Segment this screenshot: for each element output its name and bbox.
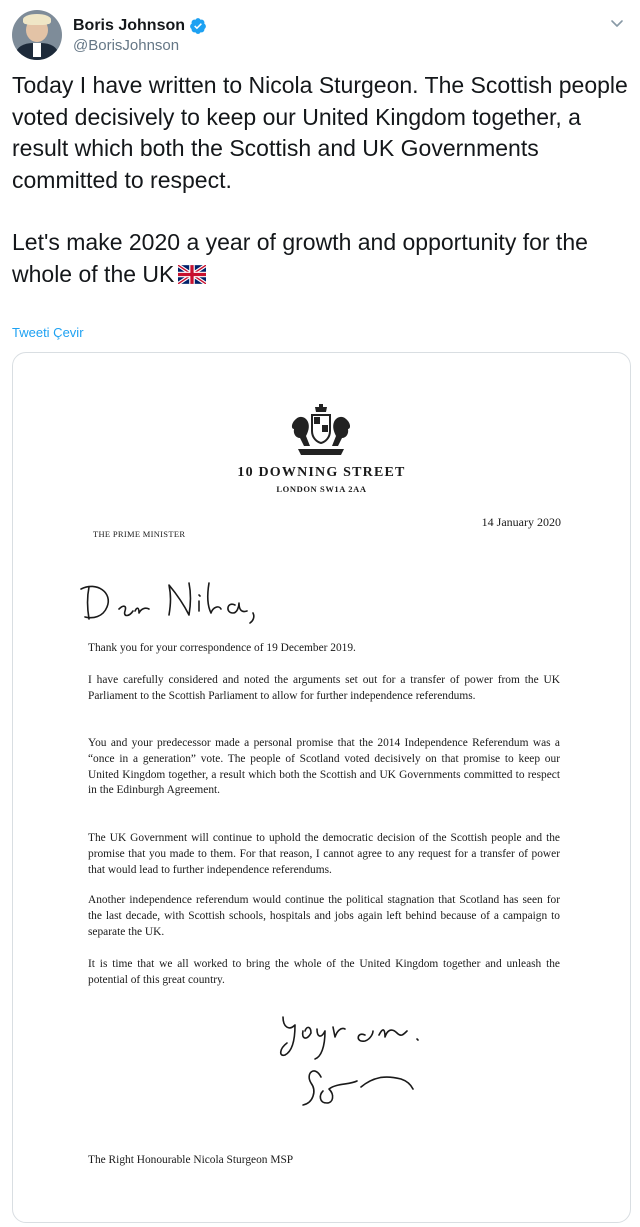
letterhead-address: 10 DOWNING STREET <box>237 465 406 480</box>
letterhead-postcode: LONDON SW1A 2AA <box>276 484 367 494</box>
letter-paragraph: I have carefully considered and noted the arguments set out for a transfer of power from the UK Parliament to the Scottish Parliament to allow for further independence referendums. <box>88 674 560 702</box>
letter-paragraph: The UK Government will continue to uphold the democratic decision of the Scottish people and the promise that you made to them. For that reason, I cannot agree to any request for a transfer of power that would lead to further independence referendums. <box>88 832 560 876</box>
letter-recipient: The Right Honourable Nicola Sturgeon MSP <box>88 1154 294 1166</box>
tweet-text <box>12 70 628 290</box>
letter-document <box>13 353 630 1222</box>
letter-paragraph: You and your predecessor made a personal promise that the 2014 Independence Referendum was a “once in a generation” vote. The people of Scotland voted decisively on that promise to keep our United Kingdom together, a result which both the Scottish and UK Governments committed to respect in the Edinburgh Agreement. <box>88 737 560 797</box>
avatar[interactable] <box>12 10 62 60</box>
chevron-down-icon[interactable] <box>608 14 626 32</box>
tweet-header <box>12 10 207 60</box>
verified-icon <box>189 17 207 35</box>
author-handle[interactable]: @BorisJohnson <box>73 36 180 54</box>
letter-paragraph: Another independence referendum would continue the political stagnation that Scotland has seen for the last decade, with Scottish schools, hospitals and jobs again left behind because of a campaign to separate the UK. <box>88 894 560 938</box>
author-name[interactable]: Boris Johnson <box>73 16 186 34</box>
handwritten-salutation <box>75 575 275 625</box>
handwritten-signature <box>261 1003 441 1123</box>
tweet-paragraph-2-text: Let's make 2020 a year of growth and opportunity for the whole of the UK <box>12 229 588 287</box>
uk-flag-icon <box>178 265 206 284</box>
tweet-paragraph-2 <box>12 227 628 290</box>
letter-paragraph: It is time that we all worked to bring the whole of the United Kingdom together and unleash the potential of this great country. <box>88 958 560 986</box>
letter-paragraph: Thank you for your correspondence of 19 December 2019. <box>88 642 356 654</box>
author-block <box>73 17 207 54</box>
royal-crest-icon <box>288 403 354 461</box>
letter-date: 14 January 2020 <box>481 515 561 529</box>
attached-image-card[interactable] <box>12 352 631 1223</box>
translate-tweet-link[interactable]: Tweeti Çevir <box>12 325 84 340</box>
letter-office: THE PRIME MINISTER <box>93 529 186 539</box>
tweet-paragraph-1: Today I have written to Nicola Sturgeon. The Scottish people voted decisively to keep our United Kingdom together, a result which both the Scottish and UK Governments committed to respect. <box>12 72 628 193</box>
